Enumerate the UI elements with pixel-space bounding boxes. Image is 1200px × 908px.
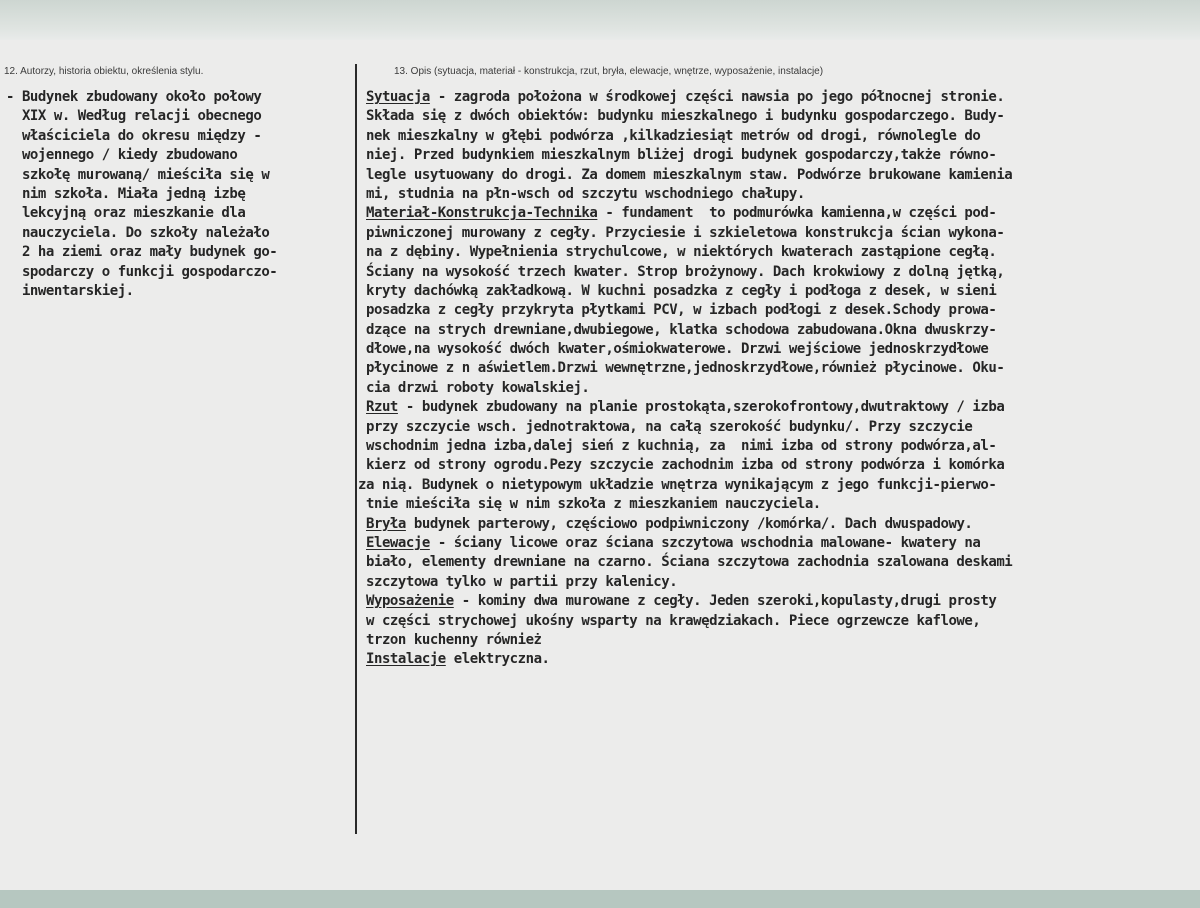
description-line (366, 321, 1196, 340)
description-text: - zagroda położona w środkowej części nawsia po jego północnej stronie. (429, 89, 1005, 105)
description-text: na z dębiny. Wypełnienia strychulcowe, w niektórych kwaterach zastąpione cegłą. (366, 244, 997, 261)
description-text: dłowe,na wysokość dwóch kwater,ośmiokwaterowe. Drzwi wejściowe jednoskrzydłowe (366, 341, 989, 358)
description-line (366, 553, 1196, 572)
history-line: inwentarskiej. (6, 282, 134, 299)
header-authors-history: 12. Autorzy, historia obiektu, określenia stylu. (4, 66, 204, 77)
description-text: - kominy dwa murowane z cegły. Jeden szeroki,kopulasty,drugi prosty (453, 593, 997, 610)
description-line (366, 456, 1196, 475)
section-heading: Instalacje (366, 651, 446, 668)
history-line: nauczyciela. Do szkoły należało (6, 224, 270, 241)
description-text: mi, studnia na płn-wsch od szczytu wschodniego chałupy. (366, 185, 805, 202)
description-text: dzące na strych drewniane,dwubiegowe, klatka schodowa zabudowana.Okna dwuskrzy- (366, 321, 997, 338)
description-line (366, 243, 1196, 262)
description-line (366, 88, 1196, 107)
description-text: cia drzwi roboty kowalskiej. (366, 379, 590, 396)
description-line (366, 592, 1196, 611)
history-line: nim szkoła. Miała jedną izbę (6, 185, 246, 202)
description-text: trzon kuchenny również (366, 631, 542, 648)
description-text: - fundament to podmurówka kamienna,w części pod- (597, 205, 997, 222)
description-line (366, 398, 1196, 417)
description-text: szczytowa tylko w partii przy kalenicy. (366, 573, 678, 590)
description-line (366, 185, 1196, 204)
description-line (366, 379, 1196, 398)
description-line (366, 107, 1196, 126)
history-line: szkołę murowaną/ mieściła się w (6, 166, 270, 183)
description-text: piwniczonej murowany z cegły. Przyciesie i szkieletowa konstrukcja ścian wykona- (366, 224, 1005, 241)
description-line (358, 476, 1196, 495)
description-text: - budynek zbudowany na planie prostokąta,szerokofrontowy,dwutraktowy / izba (397, 399, 1005, 416)
history-line: właściciela do okresu między - (6, 127, 262, 144)
description-line (366, 418, 1196, 437)
description-text: nek mieszkalny w głębi podwórza ,kilkadziesiąt metrów od drogi, równolegle do (366, 127, 981, 144)
history-line: lekcyjną oraz mieszkanie dla (6, 205, 246, 222)
section-heading: Materiał-Konstrukcja-Technika (366, 205, 598, 222)
description-text: legle usytuowany do drogi. Za domem mieszkalnym staw. Podwórze brukowane kamienia (366, 166, 1013, 183)
description-text-column (358, 88, 1196, 670)
description-text: kryty dachówką zakładkową. W kuchni posadzka z cegły i podłoga z desek, w sieni (366, 282, 997, 299)
section-heading: Elewacje (366, 534, 430, 551)
history-line: XIX w. Według relacji obecnego (6, 108, 262, 125)
section-heading: Sytuacja (366, 89, 430, 105)
description-line (366, 534, 1196, 553)
description-line (366, 127, 1196, 146)
description-line (366, 224, 1196, 243)
description-text: płycinowe z n aświetlem.Drzwi wewnętrzne,jednoskrzydłowe,również płycinowe. Oku- (366, 360, 1005, 377)
description-line (366, 359, 1196, 378)
column-divider (355, 64, 357, 834)
description-text: w części strychowej ukośny wsparty na krawędziakach. Piece ogrzewcze kaflowe, (366, 612, 981, 629)
scan-bottom-edge (0, 890, 1200, 908)
history-text-column (6, 88, 354, 301)
description-line (366, 573, 1196, 592)
description-text: Składa się z dwóch obiektów: budynku mieszkalnego i budynku gospodarczego. Budy- (366, 108, 1005, 125)
description-text: Ściany na wysokość trzech kwater. Strop brożynowy. Dach krokwiowy z dolną jętką, (366, 263, 1005, 280)
description-line (366, 282, 1196, 301)
description-line (366, 437, 1196, 456)
section-heading: Wyposażenie (366, 593, 454, 610)
description-line (366, 515, 1196, 534)
description-line (366, 204, 1196, 223)
scan-top-edge (0, 0, 1200, 40)
history-line: 2 ha ziemi oraz mały budynek go- (6, 244, 278, 261)
description-line (366, 495, 1196, 514)
section-heading: Bryła (366, 515, 406, 532)
description-line (366, 146, 1196, 165)
history-line: wojennego / kiedy zbudowano (6, 147, 238, 164)
header-description: 13. Opis (sytuacja, materiał - konstrukcja, rzut, bryła, elewacje, wnętrze, wyposażenie, instalacje) (394, 66, 824, 77)
history-line: - Budynek zbudowany około połowy (6, 89, 262, 105)
history-line: spodarczy o funkcji gospodarczo- (6, 263, 278, 280)
description-line (366, 301, 1196, 320)
description-text: przy szczycie wsch. jednotraktowa, na całą szerokość budynku/. Przy szczycie (366, 418, 973, 435)
description-text: kierz od strony ogrodu.Pezy szczycie zachodnim izba od strony podwórza i komórka (366, 457, 1005, 474)
description-text: wschodnim jedna izba,dalej sień z kuchnią, za nimi izba od strony podwórza,al- (366, 438, 997, 455)
description-text: elektryczna. (445, 651, 550, 668)
description-text: budynek parterowy, częściowo podpiwniczony /komórka/. Dach dwuspadowy. (405, 515, 973, 532)
description-line (366, 631, 1196, 650)
description-text: - ściany licowe oraz ściana szczytowa wschodnia malowane- kwatery na (429, 534, 981, 551)
description-line (366, 650, 1196, 669)
description-text: za nią. Budynek o nietypowym układzie wnętrza wynikającym z jego funkcji-pierwo- (358, 476, 997, 493)
description-line (366, 612, 1196, 631)
description-line (366, 166, 1196, 185)
description-text: posadzka z cegły przykryta płytkami PCV, w izbach podłogi z desek.Schody prowa- (366, 302, 997, 319)
description-line (366, 263, 1196, 282)
description-text: niej. Przed budynkiem mieszkalnym bliżej drogi budynek gospodarczy,także równo- (366, 147, 997, 164)
description-text: biało, elementy drewniane na czarno. Ściana szczytowa zachodnia szalowana deskami (366, 554, 1013, 571)
description-text: tnie mieściła się w nim szkoła z mieszkaniem nauczyciela. (366, 496, 821, 513)
section-heading: Rzut (366, 399, 398, 416)
description-line (366, 340, 1196, 359)
